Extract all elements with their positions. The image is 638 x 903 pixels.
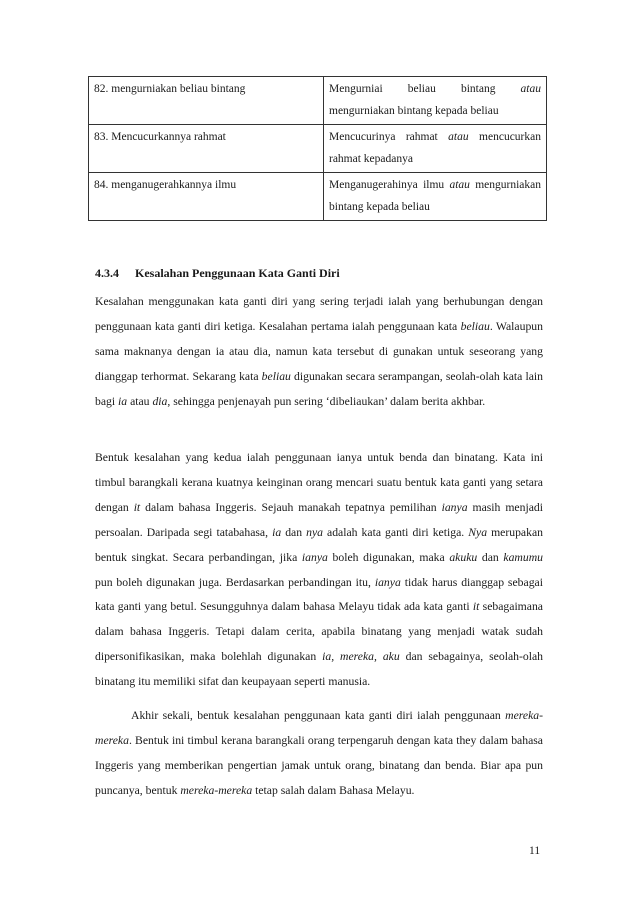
table-cell-correction: Mengurniai beliau bintang atau mengurniakan bintang kepada beliau <box>324 77 547 125</box>
paragraph-1: Kesalahan menggunakan kata ganti diri yang sering terjadi ialah yang berhubungan dengan penggunaan kata ganti diri ketiga. Kesalahan pertama ialah penggunaan kata beliau. Walaupun sama maknanya dengan ia atau dia, namun kata tersebut di gunakan untuk seseorang yang dianggap terhormat. Sekarang kata beliau digunakan secara serampangan, seolah-olah kata lain bagi ia atau dia, sehingga penjenayah pun sering ‘dibeliaukan’ dalam berita akhbar. <box>95 295 543 408</box>
table-cell-error: 82. mengurniakan beliau bintang <box>89 77 324 125</box>
paragraph-2: Bentuk kesalahan yang kedua ialah penggunaan ianya untuk benda dan binatang. Kata ini timbul barangkali kerana kuatnya keinginan orang mencari suatu bentuk kata ganti yang setara dengan it dalam bahasa Inggeris. Sejauh manakah tepatnya pemilihan ianya masih menjadi persoalan. Daripada segi tatabahasa, ia dan nya adalah kata ganti diri ketiga. Nya merupakan bentuk singkat. Secara perbandingan, jika ianya boleh digunakan, maka akuku dan kamumu pun boleh digunakan juga. Berdasarkan perbandingan itu, ianya tidak harus dianggap sebagai kata ganti yang betul. Sesungguhnya dalam bahasa Melayu tidak ada kata ganti it sebagaimana dalam bahasa Inggeris. Tetapi dalam cerita, apabila binatang yang menjadi watak sudah dipersonifikasikan, maka bolehlah digunakan ia, mereka, aku dan sebagainya, seolah-olah binatang itu memiliki sifat dan keupayaan seperti manusia. <box>95 451 544 689</box>
paragraph-3: Akhir sekali, bentuk kesalahan penggunaan kata ganti diri ialah penggunaan mereka-mereka. Bentuk ini timbul kerana barangkali orang terpengaruh dengan kata they dalam bahasa Inggeris yang memberikan pengertian jamak untuk orang, binatang dan benda. Biar apa pun puncanya, bentuk mereka-mereka tetap salah dalam Bahasa Melayu. <box>95 709 543 797</box>
table-cell-correction: Menganugerahinya ilmu atau mengurniakan bintang kepada beliau <box>324 173 547 221</box>
page-number: 11 <box>529 845 541 857</box>
table-row <box>89 125 547 173</box>
table-row <box>89 173 547 221</box>
table-row <box>89 77 547 125</box>
table-cell-error: 84. menganugerahkannya ilmu <box>89 173 324 221</box>
table-cell-error: 83. Mencucurkannya rahmat <box>89 125 324 173</box>
examples-table <box>88 76 547 221</box>
section-number: 4.3.4 <box>95 266 119 280</box>
section-title: Kesalahan Penggunaan Kata Ganti Diri <box>135 266 340 280</box>
section-heading <box>95 266 340 281</box>
table-cell-correction: Mencucurinya rahmat atau mencucurkan rahmat kepadanya <box>324 125 547 173</box>
